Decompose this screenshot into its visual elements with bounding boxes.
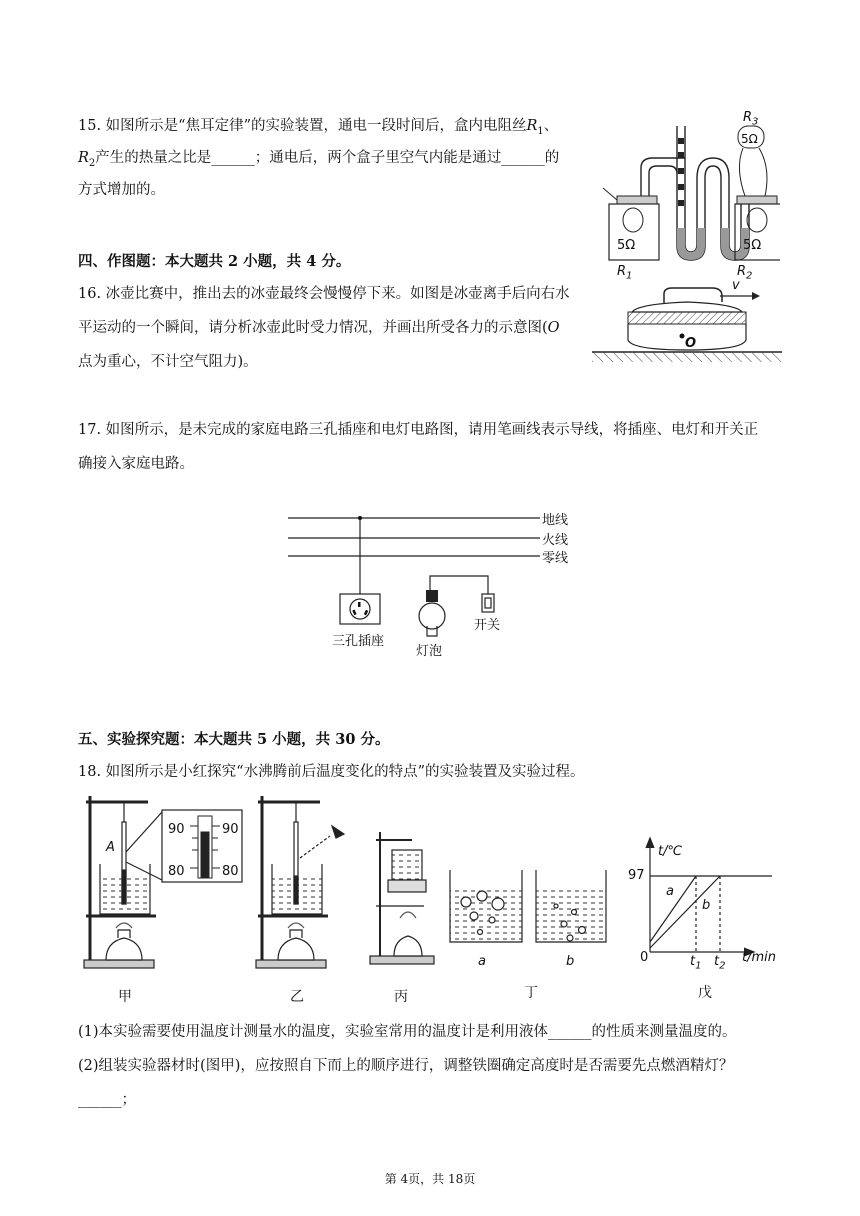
q15-line3: 方式增加的。 xyxy=(78,182,165,198)
q18-line1: 18. 如图所示是小红探究“水沸腾前后温度变化的特点”的实验装置及实验过程。 xyxy=(78,764,585,780)
live-wire-label: 火线 xyxy=(542,533,569,548)
graph-t1: t xyxy=(690,954,696,969)
r3-value: 5Ω xyxy=(741,132,758,146)
q15-line2: $R_2$产生的热量之比是______；通电后，两个盒子里空气内能是通过______的 xyxy=(78,150,560,169)
graph-y-label: t/℃ xyxy=(658,844,683,859)
socket-label: 三孔插座 xyxy=(332,634,385,649)
r3-label: R xyxy=(743,110,753,125)
center-of-mass-label: O xyxy=(685,336,697,351)
ground-wire-label: 地线 xyxy=(542,513,569,528)
label-ding: 丁 xyxy=(524,985,538,1001)
scale-90-right: 90 xyxy=(222,822,239,837)
label-yi: 乙 xyxy=(290,989,304,1005)
q17-line2: 确接入家庭电路。 xyxy=(78,456,194,472)
graph-origin-label: 0 xyxy=(640,950,649,965)
q16-line2: 平运动的一个瞬间，请分析冰壶此时受力情况，并画出所受各力的示意图(O xyxy=(78,320,560,336)
label-wu: 戊 xyxy=(698,985,712,1001)
switch-label: 开关 xyxy=(474,618,501,633)
beaker-b-label: b xyxy=(566,954,575,969)
q15-line1: 15. 如图所示是“焦耳定律”的实验装置，通电一段时间后，盒内电阻丝$R_1$、 xyxy=(78,118,559,137)
scale-80-right: 80 xyxy=(222,864,239,879)
left-box-value: 5Ω xyxy=(617,238,636,253)
q17-line1: 17. 如图所示，是未完成的家庭电路三孔插座和电灯电路图，请用笔画线表示导线，将插座、电灯和开关正 xyxy=(78,422,759,438)
q16-line3: 点为重心，不计空气阻力)。 xyxy=(78,354,258,370)
label-bing: 丙 xyxy=(394,989,408,1005)
graph-curve-b: b xyxy=(702,898,711,913)
section-5-heading: 五、实验探究题：本大题共 5 小题，共 30 分。 xyxy=(78,731,390,748)
graph-t2: t xyxy=(714,954,720,969)
label-jia: 甲 xyxy=(118,989,132,1005)
neutral-wire-label: 零线 xyxy=(542,551,569,566)
q16-line1: 16. 冰壶比赛中，推出去的冰壶最终会慢慢停下来。如图是冰壶离手后向右水 xyxy=(78,286,570,302)
r2-label: R xyxy=(737,264,747,279)
graph-97-label: 97 xyxy=(628,868,645,883)
right-box-value: 5Ω xyxy=(743,238,762,253)
q18-sub2: (2)组装实验器材时(图甲)，应按照自下而上的顺序进行，调整铁圈确定高度时是否需要先点燃酒精灯？ xyxy=(78,1058,734,1074)
boiling-experiment-figure: A 90 90 80 80 甲 乙 丙 丁 戊 a b t/℃ t/min 97 0 a b $t_1$ $t_2$ xyxy=(78,792,788,1007)
graph-x-label: t/min xyxy=(742,950,776,965)
label-A: A xyxy=(106,840,115,855)
q18-sub1: (1)本实验需要使用温度计测量水的温度，实验室常用的温度计是利用液体______的性质来测量温度的。 xyxy=(78,1024,737,1040)
joule-law-figure: $R_3$ 5Ω 5Ω 5Ω $R_1$ $R_2$ xyxy=(595,108,780,283)
q18-sub2-blank: ______； xyxy=(78,1092,136,1108)
r1-label: R xyxy=(617,264,627,279)
section-4-heading: 四、作图题：本大题共 2 小题，共 4 分。 xyxy=(78,253,351,270)
graph-curve-a: a xyxy=(666,884,674,899)
bulb-label: 灯泡 xyxy=(416,644,443,659)
velocity-label: v xyxy=(732,278,740,293)
scale-80-left: 80 xyxy=(168,864,185,879)
curling-stone-figure xyxy=(592,278,782,372)
household-circuit-figure xyxy=(284,506,584,659)
scale-90-left: 90 xyxy=(168,822,185,837)
page-footer: 第 4页，共 18页 xyxy=(384,1172,476,1186)
beaker-a-label: a xyxy=(478,954,486,969)
